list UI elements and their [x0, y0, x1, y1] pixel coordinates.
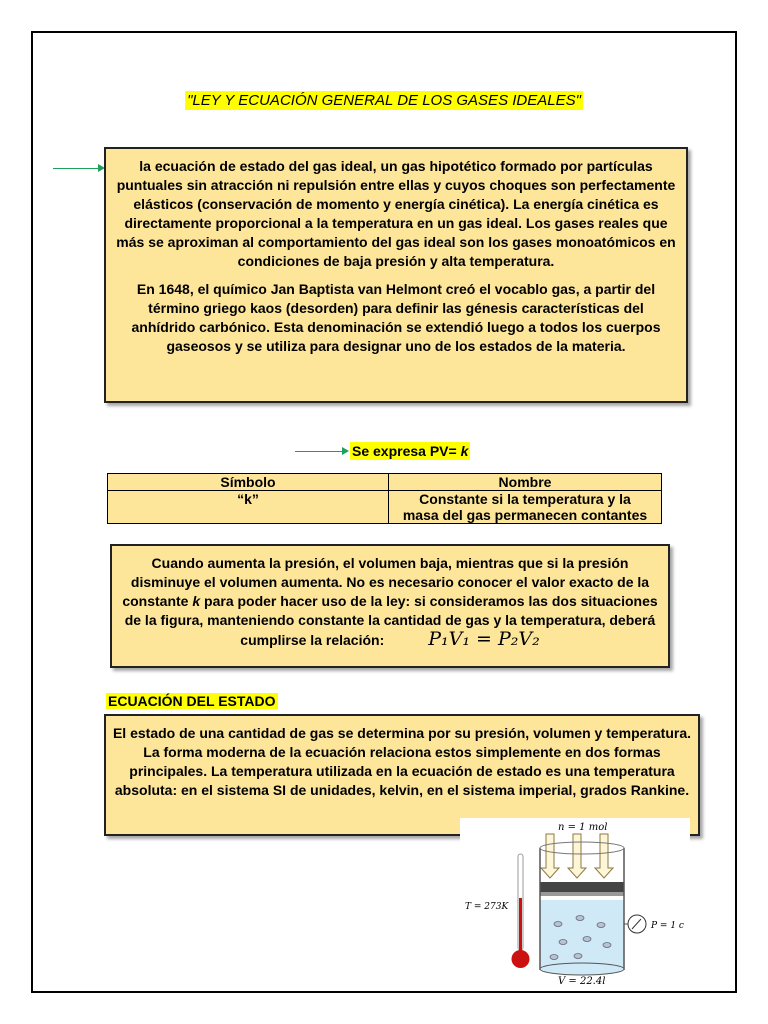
volume-label: V = 22.4l	[558, 976, 606, 987]
intro-paragraph-1: la ecuación de estado del gas ideal, un gas hipotético formado por partículas puntuales sin atracción ni repulsión entre ellas y cuyos choques son perfectamente elásticos (conservación de momento y energía cinética). La energía cinética es directamente proporcional a la temperatura en un gas ideal. Los gases reales que más se aproximan al comportamiento del gas ideal son los gases monoatómicos en condiciones de baja presión y alta temperatura.	[116, 158, 676, 269]
boyle-text: Cuando aumenta la presión, el volumen baja, mientras que si la presión disminuye el volumen aumenta. No es necesario conocer el valor exacto de la constante k para poder hacer uso de la ley: si consideramos las dos situaciones de la figura, manteniendo constante la cantidad de gas y la temperatura, deberá cumplirse la relación: P₁V₁ = P₂V₂	[122, 555, 658, 650]
state-text: El estado de una cantidad de gas se determina por su presión, volumen y temperatura. La forma moderna de la ecuación relaciona estos simplemente en dos formas principales. La temperatura utilizada en la ecuación de estado es una temperatura absoluta: en el sistema SI de unidades, kelvin, en el sistema imperial, grados Rankine.	[112, 725, 692, 798]
table-row	[108, 491, 662, 524]
moles-label: n = 1 mol	[558, 822, 608, 833]
boyle-formula: P₁V₁ = P₂V₂	[428, 628, 540, 650]
symbol-table	[107, 473, 662, 524]
section-title: ECUACIÓN DEL ESTADO	[108, 693, 276, 709]
name-cell: Constante si la temperatura y la masa del gas permanecen contantes	[389, 491, 662, 524]
gas-cylinder-illustration	[460, 818, 690, 990]
table-header-row	[108, 474, 662, 491]
intro-paragraph-2: En 1648, el químico Jan Baptista van Helmont creó el vocablo gas, a partir del término griego kaos (desorden) para definir las génesis características del anhídrido carbónico. Esta denominación se extendió luego a todos los cuerpos gaseosos y se utiliza para designar uno de los estados de la materia.	[131, 281, 661, 354]
temperature-label: T = 273K	[465, 902, 509, 912]
pressure-label: P = 1 c	[651, 921, 684, 931]
green-arrow-icon	[295, 451, 343, 452]
symbol-cell: “k”	[108, 491, 389, 524]
intro-box	[104, 147, 688, 403]
green-arrow-icon	[53, 168, 99, 169]
force-arrows-icon	[541, 834, 613, 878]
document-title: "LEY Y ECUACIÓN GENERAL DE LOS GASES IDEALES"	[187, 92, 581, 109]
header-symbol: Símbolo	[108, 474, 389, 491]
expression-label: Se expresa PV= k	[352, 443, 469, 459]
piston-icon	[540, 882, 624, 892]
header-name: Nombre	[389, 474, 662, 491]
boyle-law-box	[110, 544, 670, 668]
gas-cylinder-diagram	[460, 818, 690, 990]
